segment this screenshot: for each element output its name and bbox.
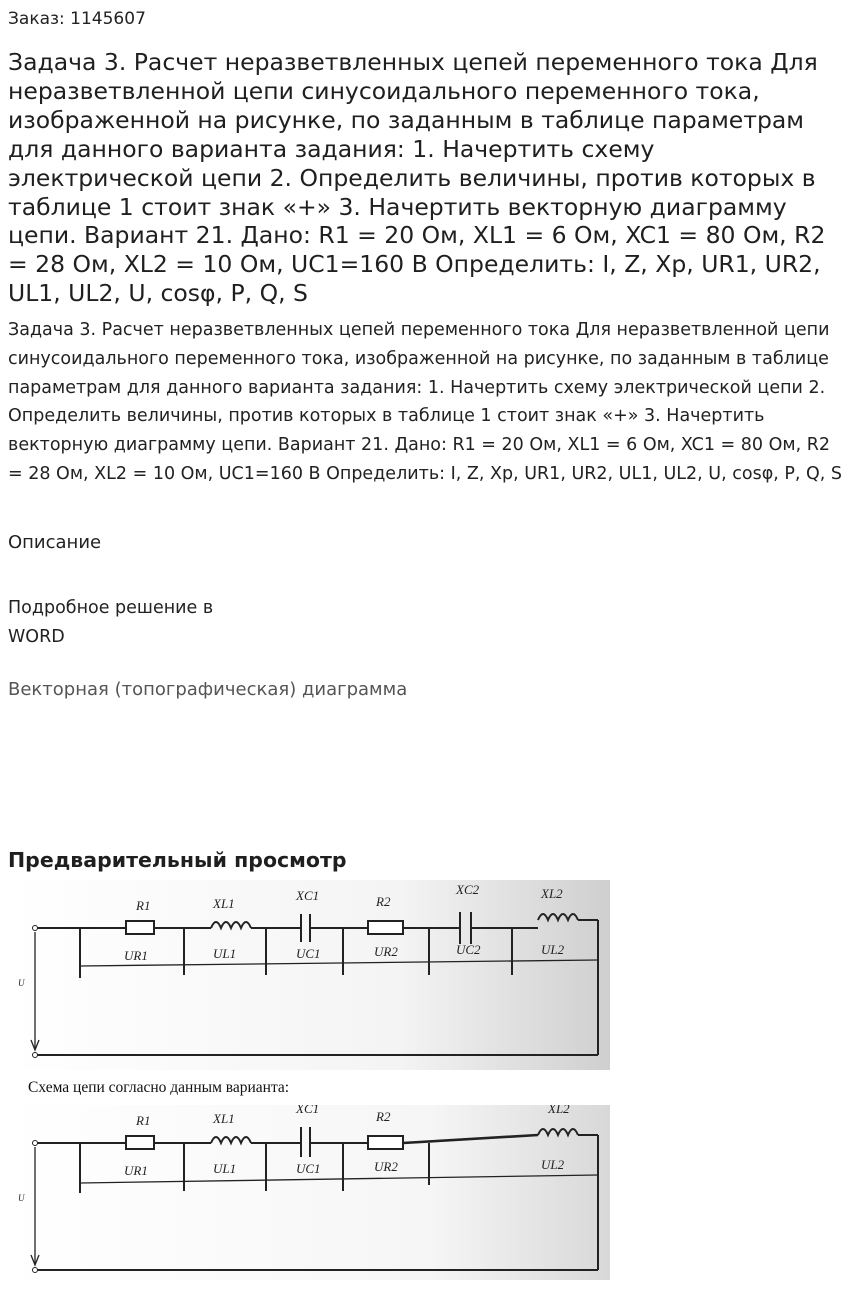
circuit-diagram-original — [8, 880, 610, 1070]
source-voltage: U — [18, 1193, 25, 1203]
description-heading: Описание — [8, 532, 102, 553]
label-r1: R1 — [136, 1113, 151, 1128]
page-title: Задача 3. Расчет неразветвленных цепей переменного тока Для неразветвленной цепи синусоидального переменного тока, изображенной на рисунке, по заданным в таблице параметрам для данного варианта задания: 1. Начертить схему электрической цепи 2. Определить величины, против которых в таблице 1 стоит знак «+» 3. Начертить векторную диаграмму цепи. Вариант 21. Дано: R1 = 20 Ом, XL1 = 6 Ом, XC1 = 80 Ом, R2 = 28 Ом, XL2 = 10 Ом, UC1=160 В Определить: I, Z, Xp, UR1, UR2, UL1, UL2, U, cosφ, P, Q, S — [8, 48, 826, 308]
label-r2: R2 — [376, 894, 391, 909]
preview-heading: Предварительный просмотр — [8, 848, 347, 872]
voltage-uc2: UC2 — [456, 942, 481, 957]
voltage-ur2: UR2 — [374, 944, 398, 959]
voltage-uc1: UC1 — [296, 946, 321, 961]
label-xl1: XL1 — [213, 1111, 235, 1126]
voltage-ul2: UL2 — [541, 1157, 565, 1172]
label-xc2: XC2 — [456, 882, 480, 897]
source-voltage: U — [18, 978, 25, 988]
voltage-ul1: UL1 — [213, 1161, 237, 1176]
task-description: Задача 3. Расчет неразветвленных цепей переменного тока Для неразветвленной цепи синусоидального переменного тока, изображенной на рисунке, по заданным в таблице параметрам для данного варианта задания: 1. Начертить схему электрической цепи 2. Определить величины, против которых в таблице 1 стоит знак «+» 3. Начертить векторную диаграмму цепи. Вариант 21. Дано: R1 = 20 Ом, XL1 = 6 Ом, XC1 = 80 Ом, R2 = 28 Ом, XL2 = 10 Ом, UC1=160 В Определить: I, Z, Xp, UR1, UR2, UL1, UL2, U, cosφ, P, Q, S — [8, 320, 843, 484]
label-xc1: XC1 — [296, 1105, 320, 1116]
voltage-ul1: UL1 — [213, 946, 237, 961]
voltage-ur1: UR1 — [124, 1163, 148, 1178]
label-r1: R1 — [136, 898, 151, 913]
voltage-uc1: UC1 — [296, 1161, 321, 1176]
order-number: Заказ: 1145607 — [8, 9, 146, 29]
label-xl2: XL2 — [548, 1105, 570, 1116]
voltage-ur1: UR1 — [124, 948, 148, 963]
circuit-diagram-variant — [8, 1105, 610, 1280]
solution-note: Подробное решение в WORD — [8, 598, 214, 647]
figure-caption: Схема цепи согласно данным варианта: — [28, 1079, 290, 1096]
voltage-ul2: UL2 — [541, 942, 565, 957]
label-xc1: XC1 — [296, 888, 320, 903]
label-r2: R2 — [376, 1109, 391, 1124]
vector-diagram-note: Векторная (топографическая) диаграмма — [8, 679, 408, 700]
label-xl1: XL1 — [213, 896, 235, 911]
voltage-ur2: UR2 — [374, 1159, 398, 1174]
label-xl2: XL2 — [541, 886, 563, 901]
